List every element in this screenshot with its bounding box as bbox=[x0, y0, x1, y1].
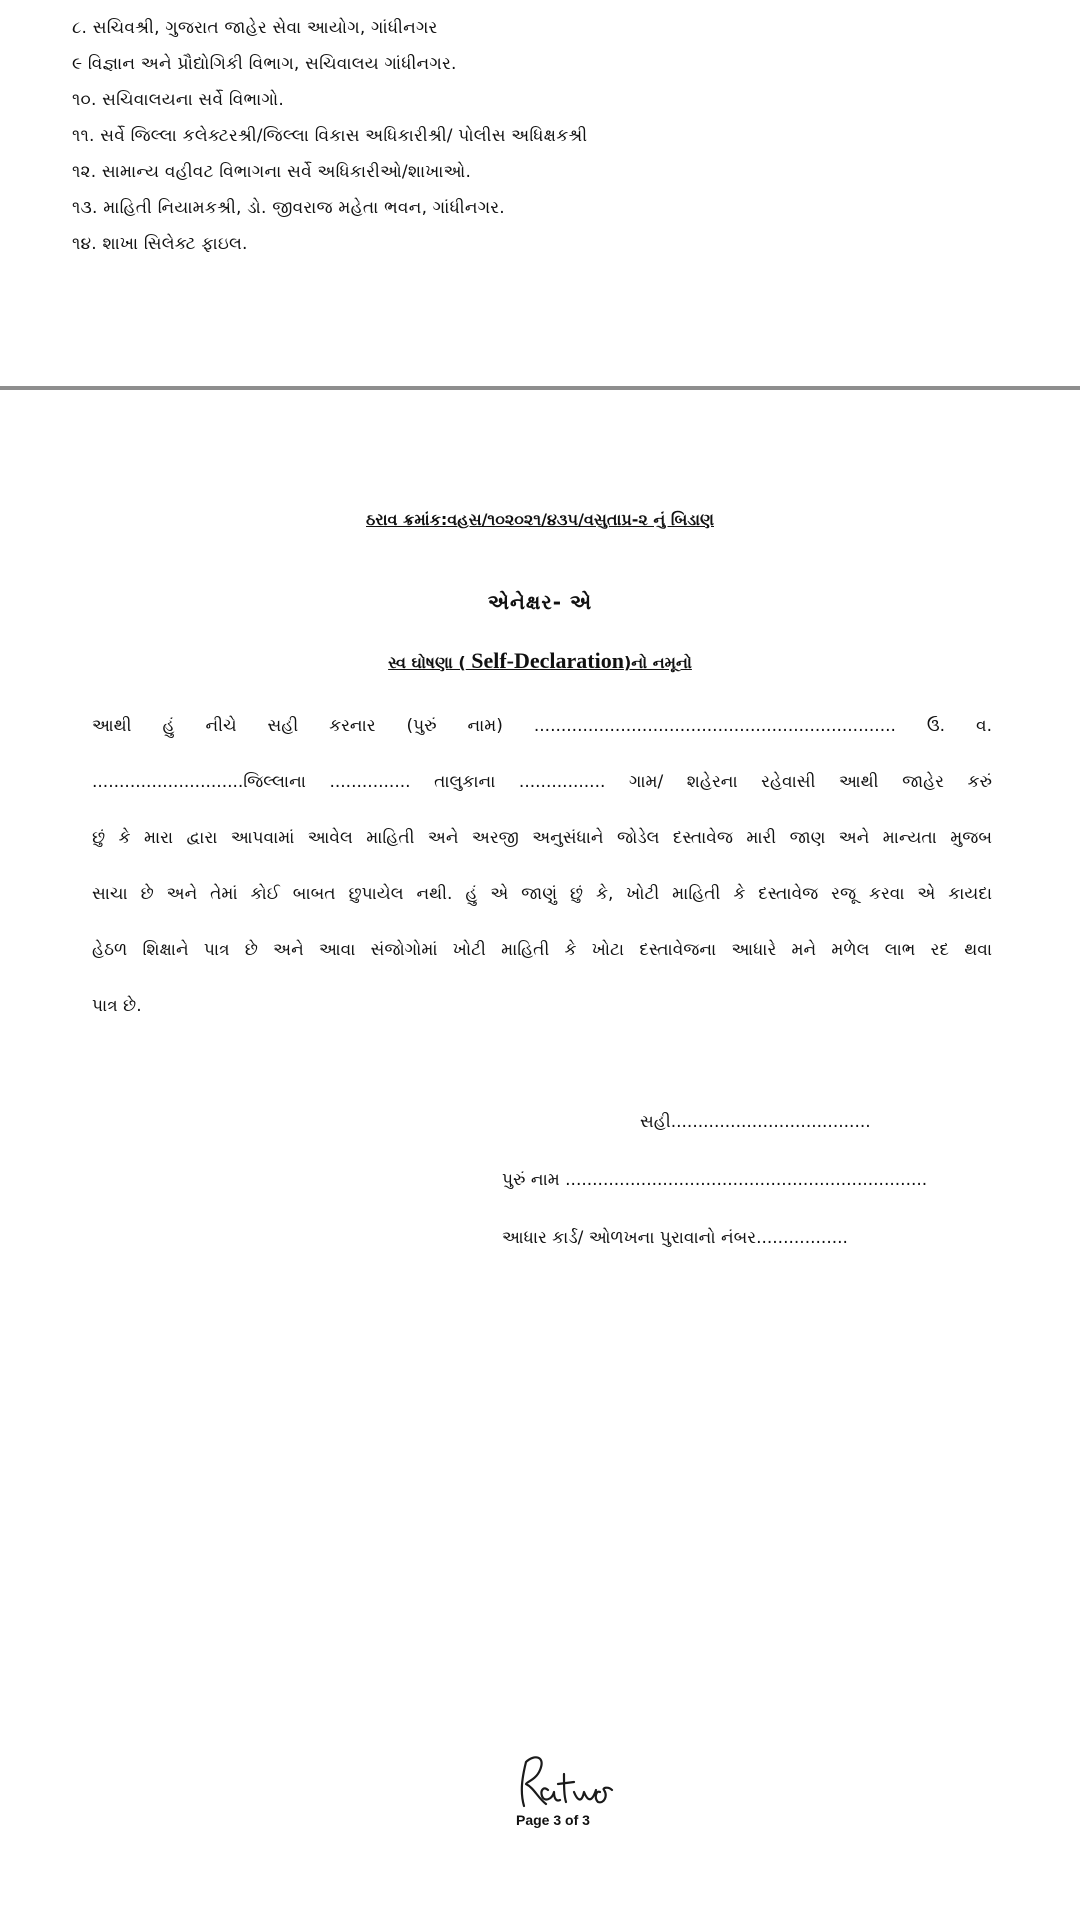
page-separator bbox=[0, 386, 1080, 390]
declaration-title bbox=[0, 648, 1080, 674]
aadhaar-field: આધાર કાર્ડ/ ઓળખના પુરાવાનો નંબર................. bbox=[502, 1228, 848, 1248]
signature-field: સહી..................................... bbox=[640, 1112, 871, 1132]
list-item: ૧૩. માહિતી નિયામકશ્રી, ડો. જીવરાજ મહેતા ભવન, ગાંધીનગર. bbox=[72, 198, 505, 218]
declaration-body bbox=[92, 706, 992, 1042]
declaration-title-prefix: સ્વ ઘોષણા ( bbox=[388, 653, 466, 672]
declaration-line: હેઠળ શિક્ષાને પાત્ર છે અને આવા સંજોગોમાં ખોટી માહિતી કે ખોટા દસ્તાવેજના આધારે મને મળેલ લાભ રદ થવા bbox=[92, 940, 992, 960]
list-item: ૮. સચિવશ્રી, ગુજરાત જાહેર સેવા આયોગ, ગાંધીનગર bbox=[72, 18, 438, 38]
annex-title: એનેક્ષર- એ bbox=[487, 590, 593, 614]
page-number: Page 3 of 3 bbox=[516, 1812, 590, 1828]
handwritten-signature bbox=[512, 1744, 632, 1814]
declaration-line: ............................જિલ્લાના ............... તાલુકાના ................ ગામ/ શહેરના રહેવાસી આથી જાહેર કરું bbox=[92, 772, 992, 792]
declaration-line: પાત્ર છે. bbox=[92, 996, 142, 1016]
declaration-title-english: Self-Declaration bbox=[465, 648, 624, 673]
list-item: ૯ વિજ્ઞાન અને પ્રૌદ્યોગિકી વિભાગ, સચિવાલય ગાંધીનગર. bbox=[72, 54, 457, 74]
distribution-list bbox=[72, 10, 1032, 262]
list-item: ૧૧. સર્વે જિલ્લા કલેક્ટરશ્રી/જિલ્લા વિકાસ અધિકારીશ્રી/ પોલીસ અધિક્ષકશ્રી bbox=[72, 126, 588, 146]
resolution-reference: ઠરાવ ક્રમાંક:વહસ/૧૦૨૦૨૧/૪૩૫/વસુતાપ્ર-૨ નું બિડાણ bbox=[366, 510, 714, 529]
declaration-title-suffix: )નો નમૂનો bbox=[623, 653, 692, 672]
declaration-line: છું કે મારા દ્વારા આપવામાં આવેલ માહિતી અને અરજી અનુસંધાને જોડેલ દસ્તાવેજ મારી જાણ અને માન્યતા મુજબ bbox=[92, 828, 992, 848]
declaration-line: આથી હું નીચે સહી કરનાર (પુરું નામ) ................................................................... ઉ. વ. bbox=[92, 716, 992, 736]
full-name-field: પુરું નામ ................................................................... bbox=[502, 1170, 928, 1190]
list-item: ૧૪. શાખા સિલેક્ટ ફાઇલ. bbox=[72, 234, 248, 254]
declaration-line: સાચા છે અને તેમાં કોઈ બાબત છુપાયેલ નથી. હું એ જાણું છું કે, ખોટી માહિતી કે દસ્તાવેજ રજૂ કરવા એ કાયદા bbox=[92, 884, 992, 904]
list-item: ૧૦. સચિવાલયના સર્વે વિભાગો. bbox=[72, 90, 284, 110]
list-item: ૧૨. સામાન્ય વહીવટ વિભાગના સર્વે અધિકારીઓ/શાખાઓ. bbox=[72, 162, 472, 182]
